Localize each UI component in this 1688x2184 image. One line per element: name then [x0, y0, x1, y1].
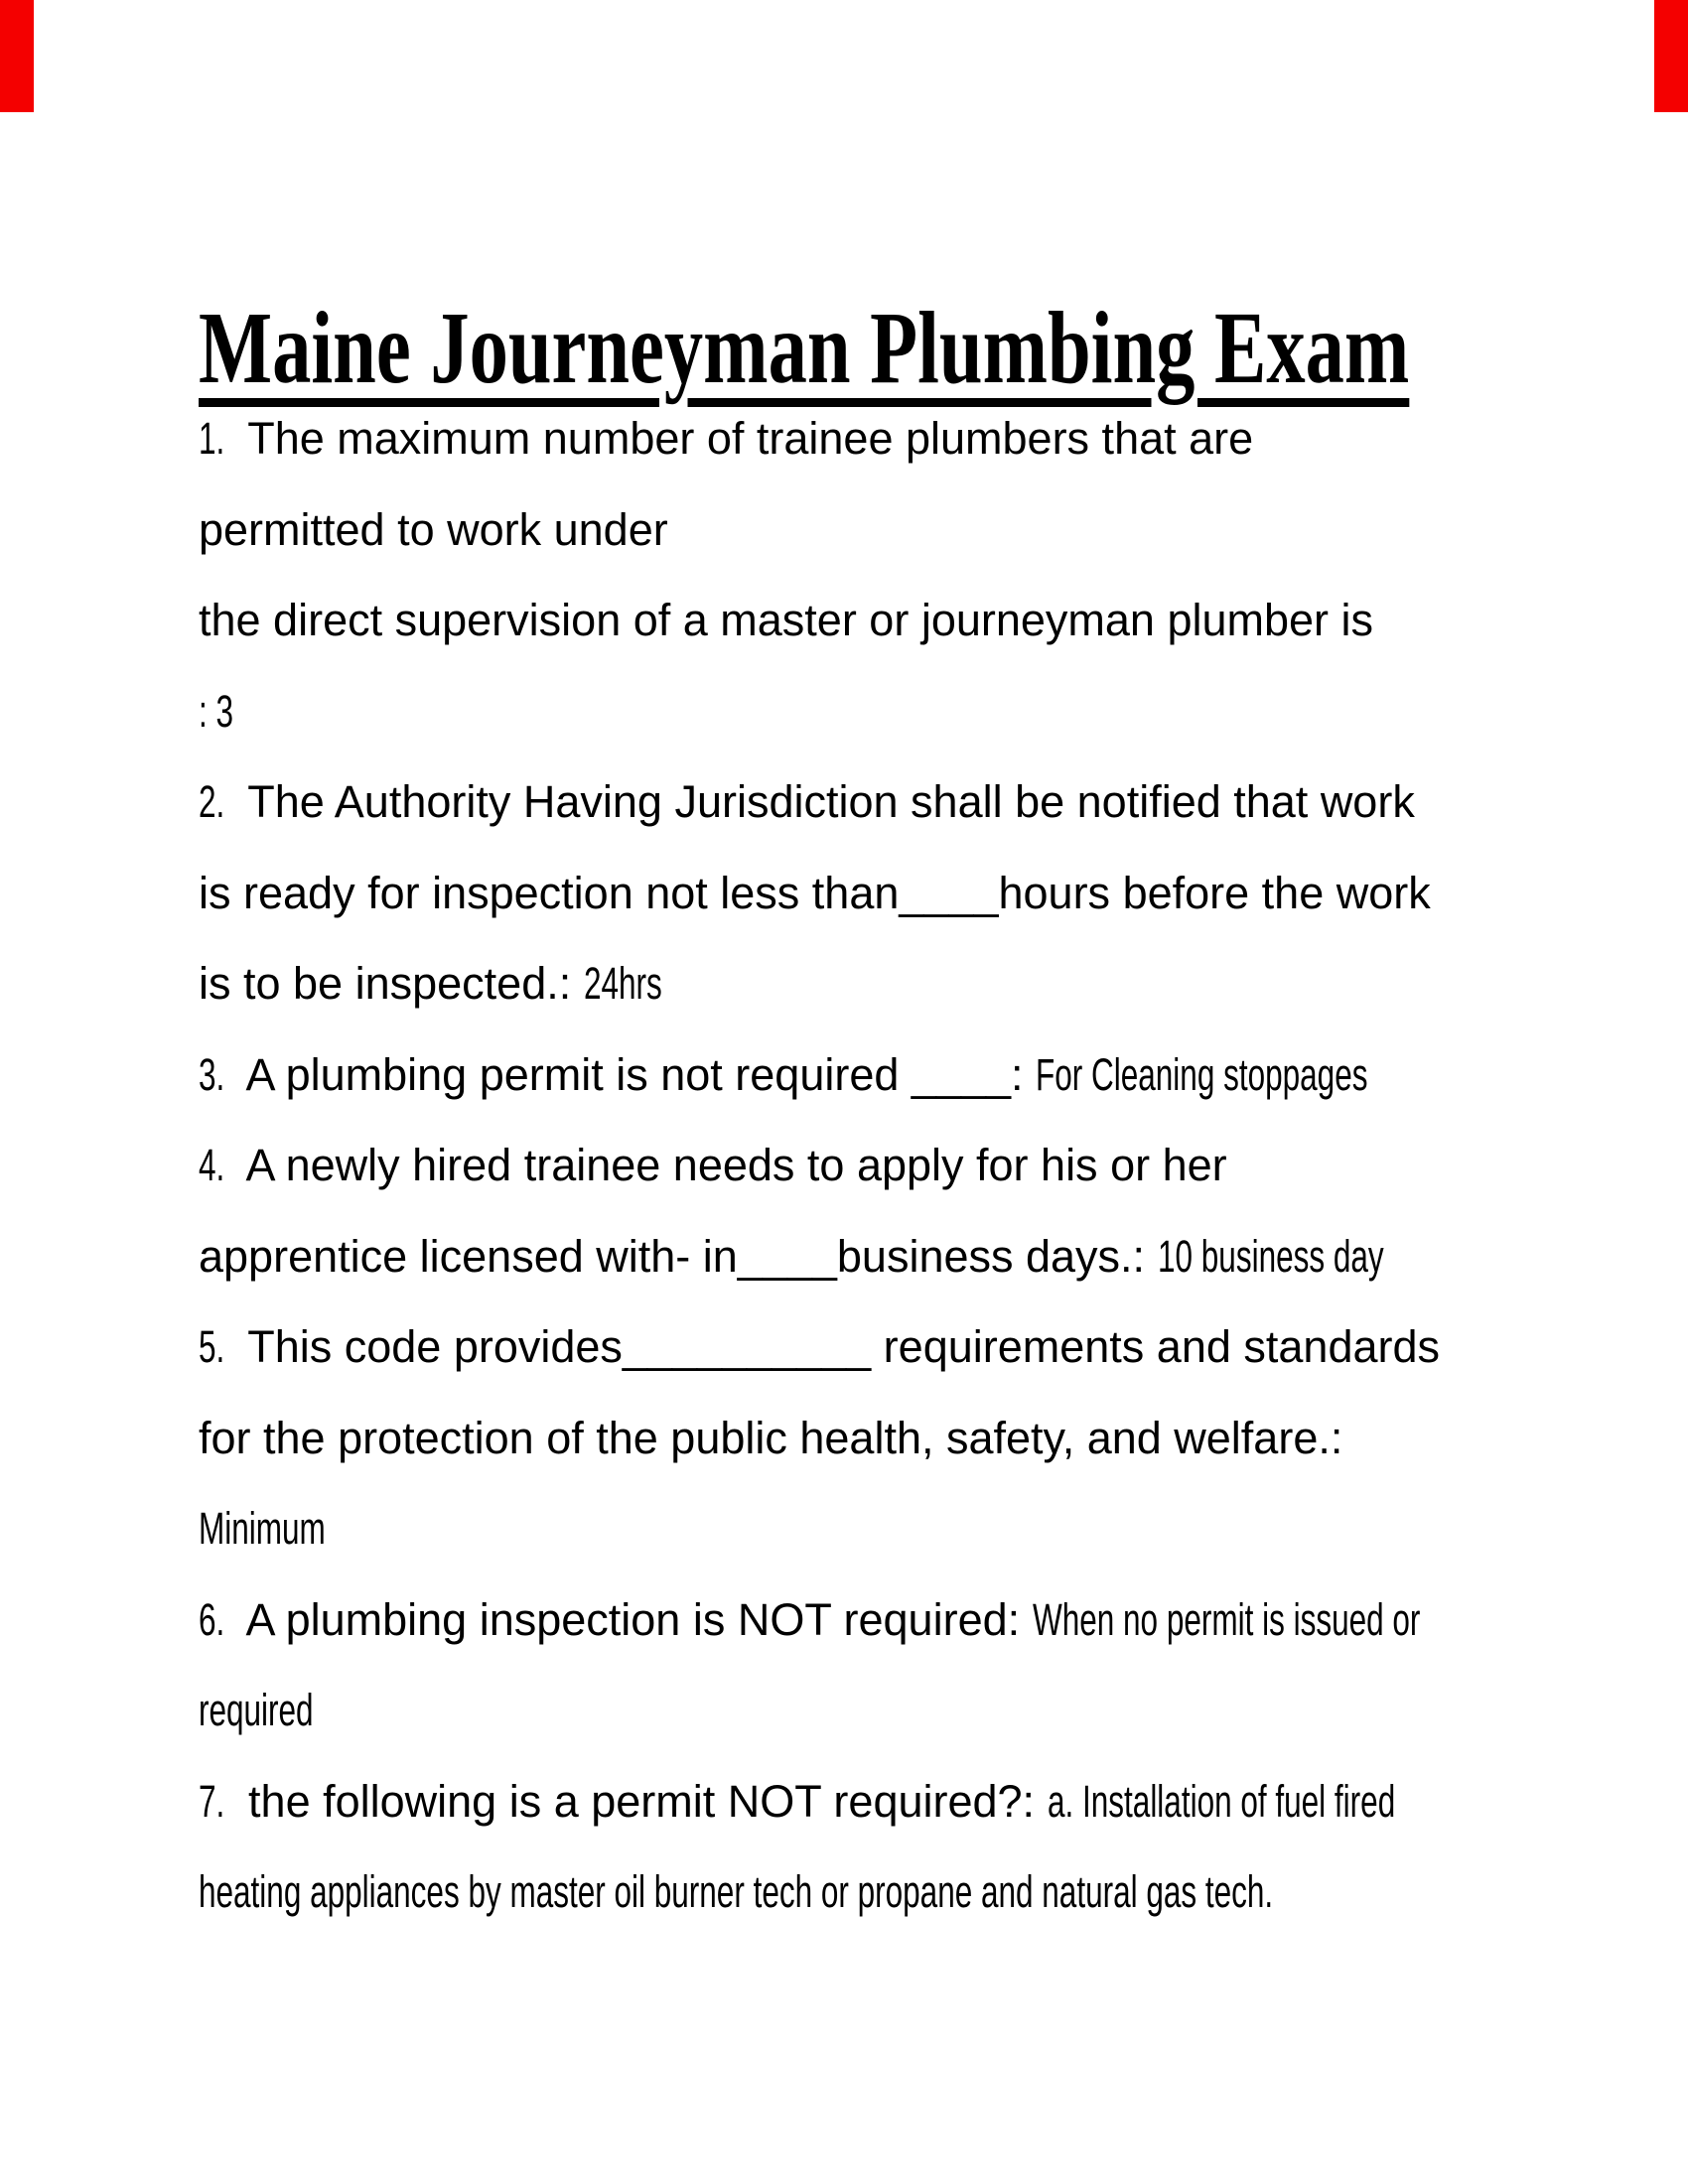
- condensed-text-segment: 7.: [199, 1775, 225, 1827]
- condensed-text-segment: 1.: [199, 413, 225, 464]
- exam-line: [199, 1756, 1688, 1847]
- question-text-segment: A plumbing permit is not required ____:: [235, 1048, 1037, 1100]
- question-text-segment: permitted to work under: [199, 503, 668, 555]
- question-text-segment: for the protection of the public health, safety, and welfare.:: [199, 1412, 1343, 1463]
- exam-line: [199, 1574, 1688, 1666]
- exam-line: [199, 575, 1688, 666]
- condensed-text-segment: 10 business day: [1157, 1230, 1384, 1282]
- exam-line: [199, 848, 1688, 939]
- page-title-text: Maine Journeyman Plumbing Exam: [199, 290, 1410, 405]
- question-text-segment: is to be inspected.:: [199, 958, 584, 1009]
- question-text-segment: is ready for inspection not less than____hours before the work: [199, 867, 1431, 918]
- condensed-text-segment: heating appliances by master oil burner tech or propane and natural gas tech.: [199, 1866, 1274, 1917]
- exam-line: [199, 1393, 1688, 1484]
- exam-line: [199, 938, 1688, 1029]
- condensed-text-segment: 6.: [199, 1593, 225, 1645]
- exam-line: [199, 1029, 1688, 1121]
- question-text-segment: The maximum number of trainee plumbers that are: [235, 413, 1254, 464]
- exam-line: [199, 1846, 1688, 1938]
- question-text-segment: the following is a permit NOT required?:: [235, 1775, 1048, 1827]
- question-text-segment: the direct supervision of a master or journeyman plumber is: [199, 595, 1374, 645]
- exam-line: [199, 1665, 1688, 1756]
- condensed-text-segment: 3.: [199, 1048, 225, 1100]
- exam-line: [199, 1120, 1688, 1211]
- corner-marker-left: [0, 0, 34, 112]
- page-title: [199, 290, 1688, 405]
- condensed-text-segment: 24hrs: [583, 958, 662, 1009]
- condensed-text-segment: required: [199, 1685, 314, 1735]
- condensed-text-segment: Minimum: [199, 1503, 326, 1554]
- question-text-segment: A newly hired trainee needs to apply for his or her: [235, 1140, 1227, 1190]
- condensed-text-segment: a. Installation of fuel fired: [1047, 1775, 1395, 1827]
- condensed-text-segment: For Cleaning stoppages: [1036, 1048, 1368, 1100]
- condensed-text-segment: 4.: [199, 1140, 225, 1190]
- exam-line: [199, 666, 1688, 757]
- condensed-text-segment: 2.: [199, 776, 225, 827]
- question-text-segment: This code provides__________ requirements and standards: [235, 1321, 1441, 1372]
- exam-lines: [199, 393, 1688, 1938]
- question-text-segment: A plumbing inspection is NOT required:: [235, 1593, 1033, 1645]
- condensed-text-segment: 5.: [199, 1321, 225, 1372]
- condensed-text-segment: : 3: [199, 685, 234, 737]
- corner-marker-right: [1654, 0, 1688, 112]
- exam-line: [199, 393, 1688, 484]
- exam-line: [199, 1301, 1688, 1393]
- condensed-text-segment: When no permit is issued or: [1032, 1593, 1421, 1645]
- question-text-segment: apprentice licensed with- in____business days.:: [199, 1230, 1158, 1282]
- exam-line: [199, 1211, 1688, 1302]
- exam-line: [199, 1483, 1688, 1574]
- question-text-segment: The Authority Having Jurisdiction shall be notified that work: [235, 776, 1415, 827]
- exam-line: [199, 484, 1688, 576]
- exam-line: [199, 756, 1688, 848]
